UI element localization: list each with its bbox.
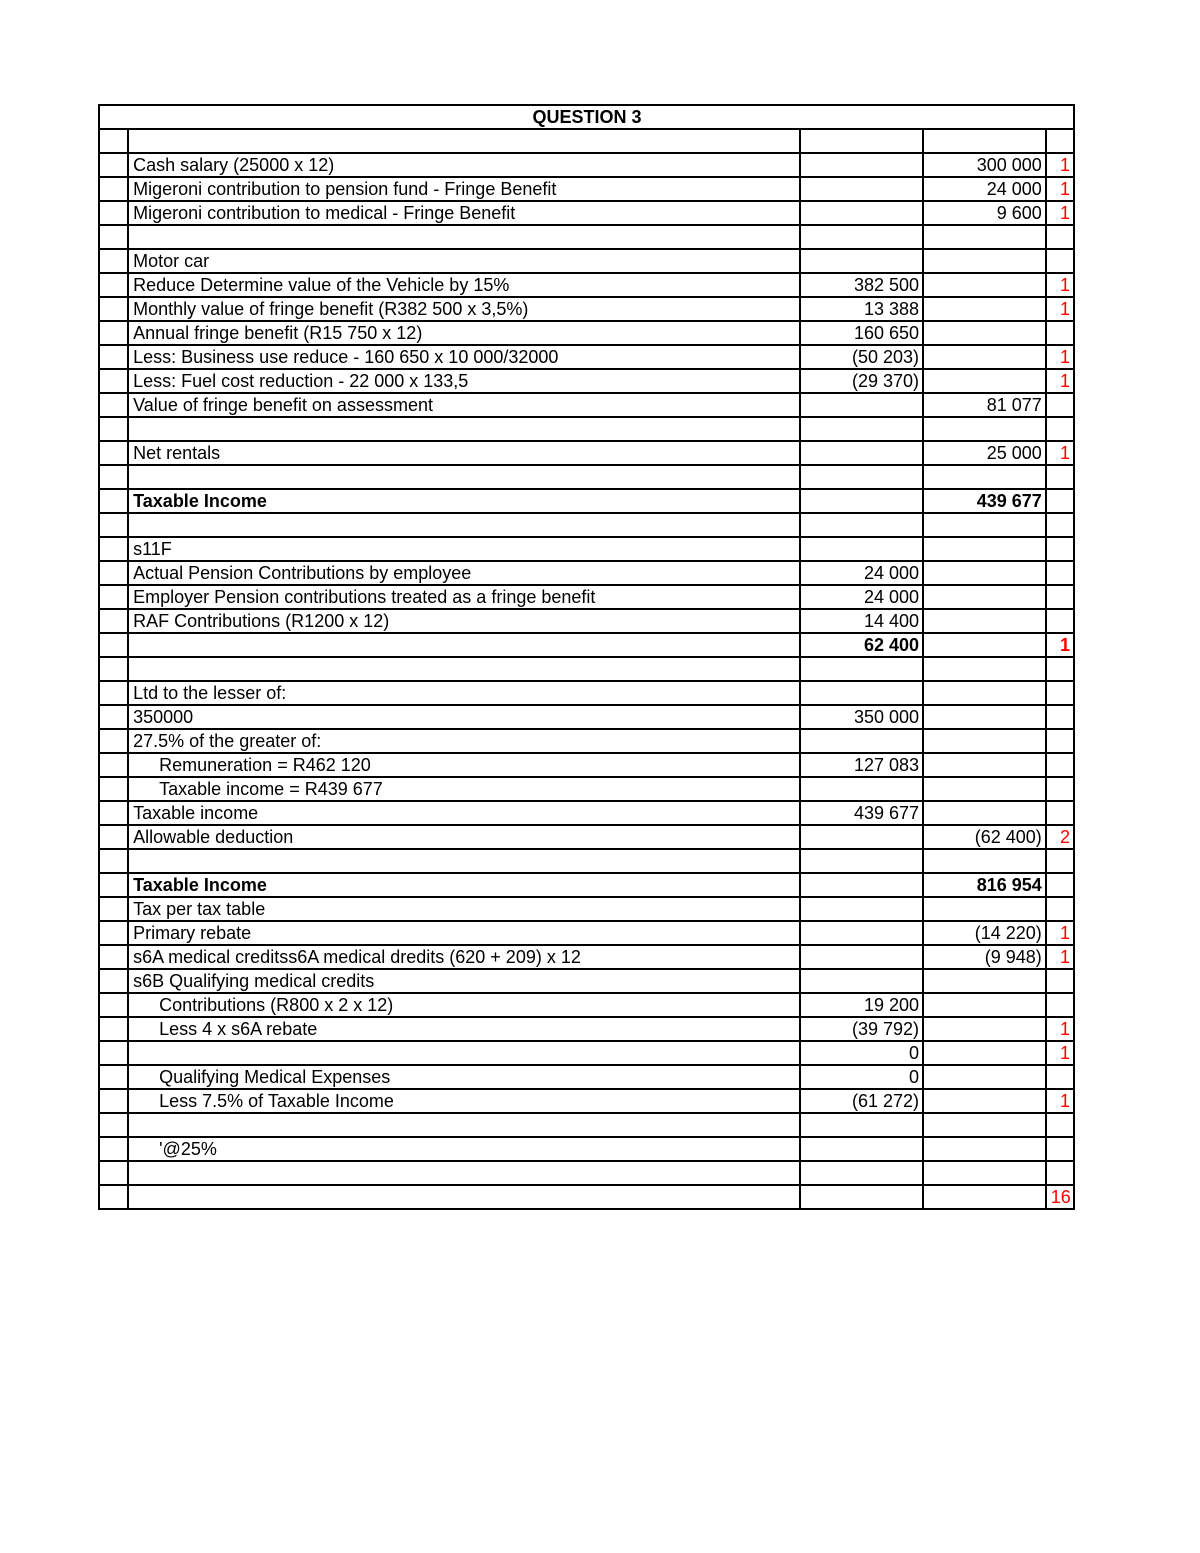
row-label: Migeroni contribution to medical - Fringe Benefit [128,201,800,225]
row-index-cell [99,249,128,273]
row-amount-working [800,873,923,897]
row-amount-working [800,537,923,561]
row-amount-total: (62 400) [923,825,1046,849]
row-amount-working: 127 083 [800,753,923,777]
row-mark [1046,753,1074,777]
row-label [128,849,800,873]
row-mark: 1 [1046,153,1074,177]
row-label: s6B Qualifying medical credits [128,969,800,993]
row-mark [1046,465,1074,489]
table-row [99,441,1074,465]
row-amount-working [800,1185,923,1209]
row-index-cell [99,873,128,897]
row-index-cell [99,201,128,225]
row-label: Tax per tax table [128,897,800,921]
table-row [99,561,1074,585]
row-mark [1046,1113,1074,1137]
row-label [128,225,800,249]
row-mark: 1 [1046,369,1074,393]
row-index-cell [99,153,128,177]
row-amount-total [923,129,1046,153]
row-label: s6A medical creditss6A medical dredits (620 + 209) x 12 [128,945,800,969]
row-mark [1046,705,1074,729]
row-index-cell [99,609,128,633]
table-row [99,249,1074,273]
row-amount-working [800,897,923,921]
row-mark: 2 [1046,825,1074,849]
table-row [99,297,1074,321]
table-row [99,1089,1074,1113]
table-row [99,585,1074,609]
row-amount-working [800,921,923,945]
row-amount-total [923,1089,1046,1113]
row-label: Qualifying Medical Expenses [128,1065,800,1089]
row-amount-total [923,513,1046,537]
row-label: RAF Contributions (R1200 x 12) [128,609,800,633]
row-index-cell [99,921,128,945]
table-row [99,489,1074,513]
row-amount-working [800,1113,923,1137]
row-index-cell [99,489,128,513]
table-row [99,705,1074,729]
row-index-cell [99,993,128,1017]
row-index-cell [99,801,128,825]
row-label: Remuneration = R462 120 [128,753,800,777]
table-row [99,849,1074,873]
table-row [99,393,1074,417]
row-amount-total [923,225,1046,249]
row-amount-total [923,849,1046,873]
row-amount-total [923,801,1046,825]
row-mark [1046,513,1074,537]
row-index-cell [99,321,128,345]
row-amount-total: 9 600 [923,201,1046,225]
row-amount-working [800,681,923,705]
row-mark [1046,993,1074,1017]
table-row [99,417,1074,441]
row-mark: 1 [1046,345,1074,369]
row-amount-working: 62 400 [800,633,923,657]
row-mark [1046,417,1074,441]
row-amount-working: 350 000 [800,705,923,729]
row-amount-total [923,417,1046,441]
row-amount-total [923,369,1046,393]
row-amount-working [800,513,923,537]
row-index-cell [99,441,128,465]
row-amount-total [923,465,1046,489]
row-amount-working [800,849,923,873]
row-mark [1046,873,1074,897]
row-amount-working [800,465,923,489]
table-row [99,1137,1074,1161]
table-row [99,1041,1074,1065]
row-label [128,465,800,489]
table-row [99,993,1074,1017]
row-amount-total: 439 677 [923,489,1046,513]
row-label [128,513,800,537]
row-amount-total [923,561,1046,585]
row-mark: 1 [1046,441,1074,465]
row-amount-total [923,657,1046,681]
row-mark: 1 [1046,201,1074,225]
row-index-cell [99,1113,128,1137]
table-row [99,201,1074,225]
row-mark [1046,393,1074,417]
row-mark: 1 [1046,177,1074,201]
table-row [99,657,1074,681]
row-index-cell [99,681,128,705]
row-amount-total [923,585,1046,609]
row-index-cell [99,729,128,753]
table-row [99,897,1074,921]
row-label [128,1041,800,1065]
row-label: Allowable deduction [128,825,800,849]
row-label: Contributions (R800 x 2 x 12) [128,993,800,1017]
row-amount-total: 24 000 [923,177,1046,201]
row-amount-total [923,633,1046,657]
row-mark: 1 [1046,1017,1074,1041]
row-label: Net rentals [128,441,800,465]
row-mark: 1 [1046,273,1074,297]
row-amount-total [923,1041,1046,1065]
row-amount-total [923,609,1046,633]
table-row [99,1065,1074,1089]
row-mark [1046,777,1074,801]
row-amount-total: 81 077 [923,393,1046,417]
row-mark: 16 [1046,1185,1074,1209]
row-label: Migeroni contribution to pension fund - Fringe Benefit [128,177,800,201]
row-label: Actual Pension Contributions by employee [128,561,800,585]
row-amount-working [800,177,923,201]
row-amount-working [800,129,923,153]
row-amount-working: (50 203) [800,345,923,369]
row-amount-working: 382 500 [800,273,923,297]
row-label: Less 4 x s6A rebate [128,1017,800,1041]
table-title: QUESTION 3 [99,105,1074,129]
row-amount-working [800,657,923,681]
row-label: Less: Fuel cost reduction - 22 000 x 133,5 [128,369,800,393]
row-mark [1046,537,1074,561]
row-amount-total [923,897,1046,921]
row-mark [1046,249,1074,273]
row-index-cell [99,849,128,873]
row-amount-total [923,1185,1046,1209]
row-index-cell [99,273,128,297]
table-row [99,177,1074,201]
row-amount-total [923,753,1046,777]
row-mark [1046,1137,1074,1161]
row-mark: 1 [1046,297,1074,321]
row-mark [1046,897,1074,921]
table-row [99,321,1074,345]
row-label [128,1113,800,1137]
row-mark [1046,321,1074,345]
row-amount-working [800,969,923,993]
row-label: Primary rebate [128,921,800,945]
row-mark [1046,729,1074,753]
table-row [99,777,1074,801]
row-mark [1046,1161,1074,1185]
table-row [99,825,1074,849]
table-row [99,225,1074,249]
row-index-cell [99,345,128,369]
row-amount-total [923,705,1046,729]
row-index-cell [99,657,128,681]
row-amount-total [923,969,1046,993]
row-index-cell [99,465,128,489]
row-mark [1046,681,1074,705]
row-index-cell [99,1017,128,1041]
row-amount-total [923,321,1046,345]
table-row [99,969,1074,993]
row-label: Taxable income = R439 677 [128,777,800,801]
row-amount-working [800,249,923,273]
row-amount-total: (14 220) [923,921,1046,945]
table-row [99,729,1074,753]
row-amount-total [923,1113,1046,1137]
row-amount-working [800,441,923,465]
row-index-cell [99,129,128,153]
row-label: 27.5% of the greater of: [128,729,800,753]
row-amount-total [923,1017,1046,1041]
table-row [99,465,1074,489]
row-mark [1046,849,1074,873]
row-label: s11F [128,537,800,561]
table-row [99,873,1074,897]
row-amount-working [800,729,923,753]
row-amount-working [800,1161,923,1185]
title-row [99,105,1074,129]
row-label: Cash salary (25000 x 12) [128,153,800,177]
row-index-cell [99,1185,128,1209]
table-row [99,1113,1074,1137]
row-amount-total [923,1137,1046,1161]
row-mark [1046,801,1074,825]
row-mark [1046,561,1074,585]
row-index-cell [99,417,128,441]
row-mark [1046,657,1074,681]
row-amount-working: 19 200 [800,993,923,1017]
row-amount-working: 0 [800,1065,923,1089]
row-amount-working [800,489,923,513]
row-index-cell [99,297,128,321]
row-amount-working: 439 677 [800,801,923,825]
row-amount-total [923,729,1046,753]
row-index-cell [99,1161,128,1185]
table-row [99,153,1074,177]
row-amount-working [800,825,923,849]
row-label [128,1161,800,1185]
row-index-cell [99,1041,128,1065]
row-label: Monthly value of fringe benefit (R382 500 x 3,5%) [128,297,800,321]
row-amount-total [923,777,1046,801]
row-mark: 1 [1046,945,1074,969]
row-mark [1046,969,1074,993]
row-index-cell [99,585,128,609]
row-mark: 1 [1046,921,1074,945]
row-amount-working [800,393,923,417]
question-3-table [98,104,1075,1210]
row-index-cell [99,777,128,801]
row-label: Taxable income [128,801,800,825]
row-amount-total [923,681,1046,705]
table-row [99,369,1074,393]
row-amount-total [923,993,1046,1017]
row-index-cell [99,225,128,249]
row-label: '@25% [128,1137,800,1161]
row-index-cell [99,369,128,393]
row-label: Value of fringe benefit on assessment [128,393,800,417]
row-amount-total [923,537,1046,561]
row-label: Reduce Determine value of the Vehicle by 15% [128,273,800,297]
row-label: Taxable Income [128,873,800,897]
row-amount-total [923,345,1046,369]
row-amount-total [923,1065,1046,1089]
row-label [128,657,800,681]
row-index-cell [99,945,128,969]
row-amount-total: 25 000 [923,441,1046,465]
row-amount-working: 24 000 [800,585,923,609]
row-index-cell [99,705,128,729]
row-amount-working [800,153,923,177]
row-amount-working: (29 370) [800,369,923,393]
row-mark [1046,129,1074,153]
row-index-cell [99,561,128,585]
table-row [99,1185,1074,1209]
row-index-cell [99,513,128,537]
row-amount-working: 24 000 [800,561,923,585]
row-amount-working: 13 388 [800,297,923,321]
row-index-cell [99,177,128,201]
row-label: Taxable Income [128,489,800,513]
table-row [99,609,1074,633]
row-amount-working [800,225,923,249]
table-row [99,921,1074,945]
table-row [99,513,1074,537]
row-index-cell [99,393,128,417]
row-mark: 1 [1046,1041,1074,1065]
row-mark [1046,1065,1074,1089]
row-amount-working [800,201,923,225]
table-row [99,129,1074,153]
row-amount-working [800,945,923,969]
row-label: 350000 [128,705,800,729]
row-amount-working [800,1137,923,1161]
row-index-cell [99,753,128,777]
row-amount-working: 160 650 [800,321,923,345]
row-index-cell [99,1137,128,1161]
row-amount-total [923,297,1046,321]
row-label: Less: Business use reduce - 160 650 x 10 000/32000 [128,345,800,369]
table-row [99,1161,1074,1185]
row-amount-working: (39 792) [800,1017,923,1041]
row-index-cell [99,537,128,561]
row-amount-total [923,249,1046,273]
row-amount-total: (9 948) [923,945,1046,969]
table-row [99,753,1074,777]
row-label: Annual fringe benefit (R15 750 x 12) [128,321,800,345]
table-row [99,633,1074,657]
table-row [99,345,1074,369]
row-amount-total: 816 954 [923,873,1046,897]
row-index-cell [99,969,128,993]
row-index-cell [99,897,128,921]
table-row [99,945,1074,969]
row-amount-working: (61 272) [800,1089,923,1113]
row-mark [1046,225,1074,249]
row-index-cell [99,825,128,849]
row-label [128,417,800,441]
row-label [128,129,800,153]
row-amount-working [800,777,923,801]
row-amount-total: 300 000 [923,153,1046,177]
row-amount-working [800,417,923,441]
table-row [99,801,1074,825]
row-index-cell [99,1065,128,1089]
row-mark [1046,489,1074,513]
row-mark [1046,609,1074,633]
table-row [99,681,1074,705]
table-row [99,1017,1074,1041]
table-row [99,273,1074,297]
row-label [128,1185,800,1209]
row-amount-working: 14 400 [800,609,923,633]
row-index-cell [99,633,128,657]
row-mark: 1 [1046,1089,1074,1113]
row-label: Motor car [128,249,800,273]
row-label: Less 7.5% of Taxable Income [128,1089,800,1113]
row-amount-total [923,1161,1046,1185]
row-amount-working: 0 [800,1041,923,1065]
row-mark [1046,585,1074,609]
row-mark: 1 [1046,633,1074,657]
row-amount-total [923,273,1046,297]
row-label [128,633,800,657]
row-index-cell [99,1089,128,1113]
row-label: Employer Pension contributions treated as a fringe benefit [128,585,800,609]
row-label: Ltd to the lesser of: [128,681,800,705]
table-row [99,537,1074,561]
